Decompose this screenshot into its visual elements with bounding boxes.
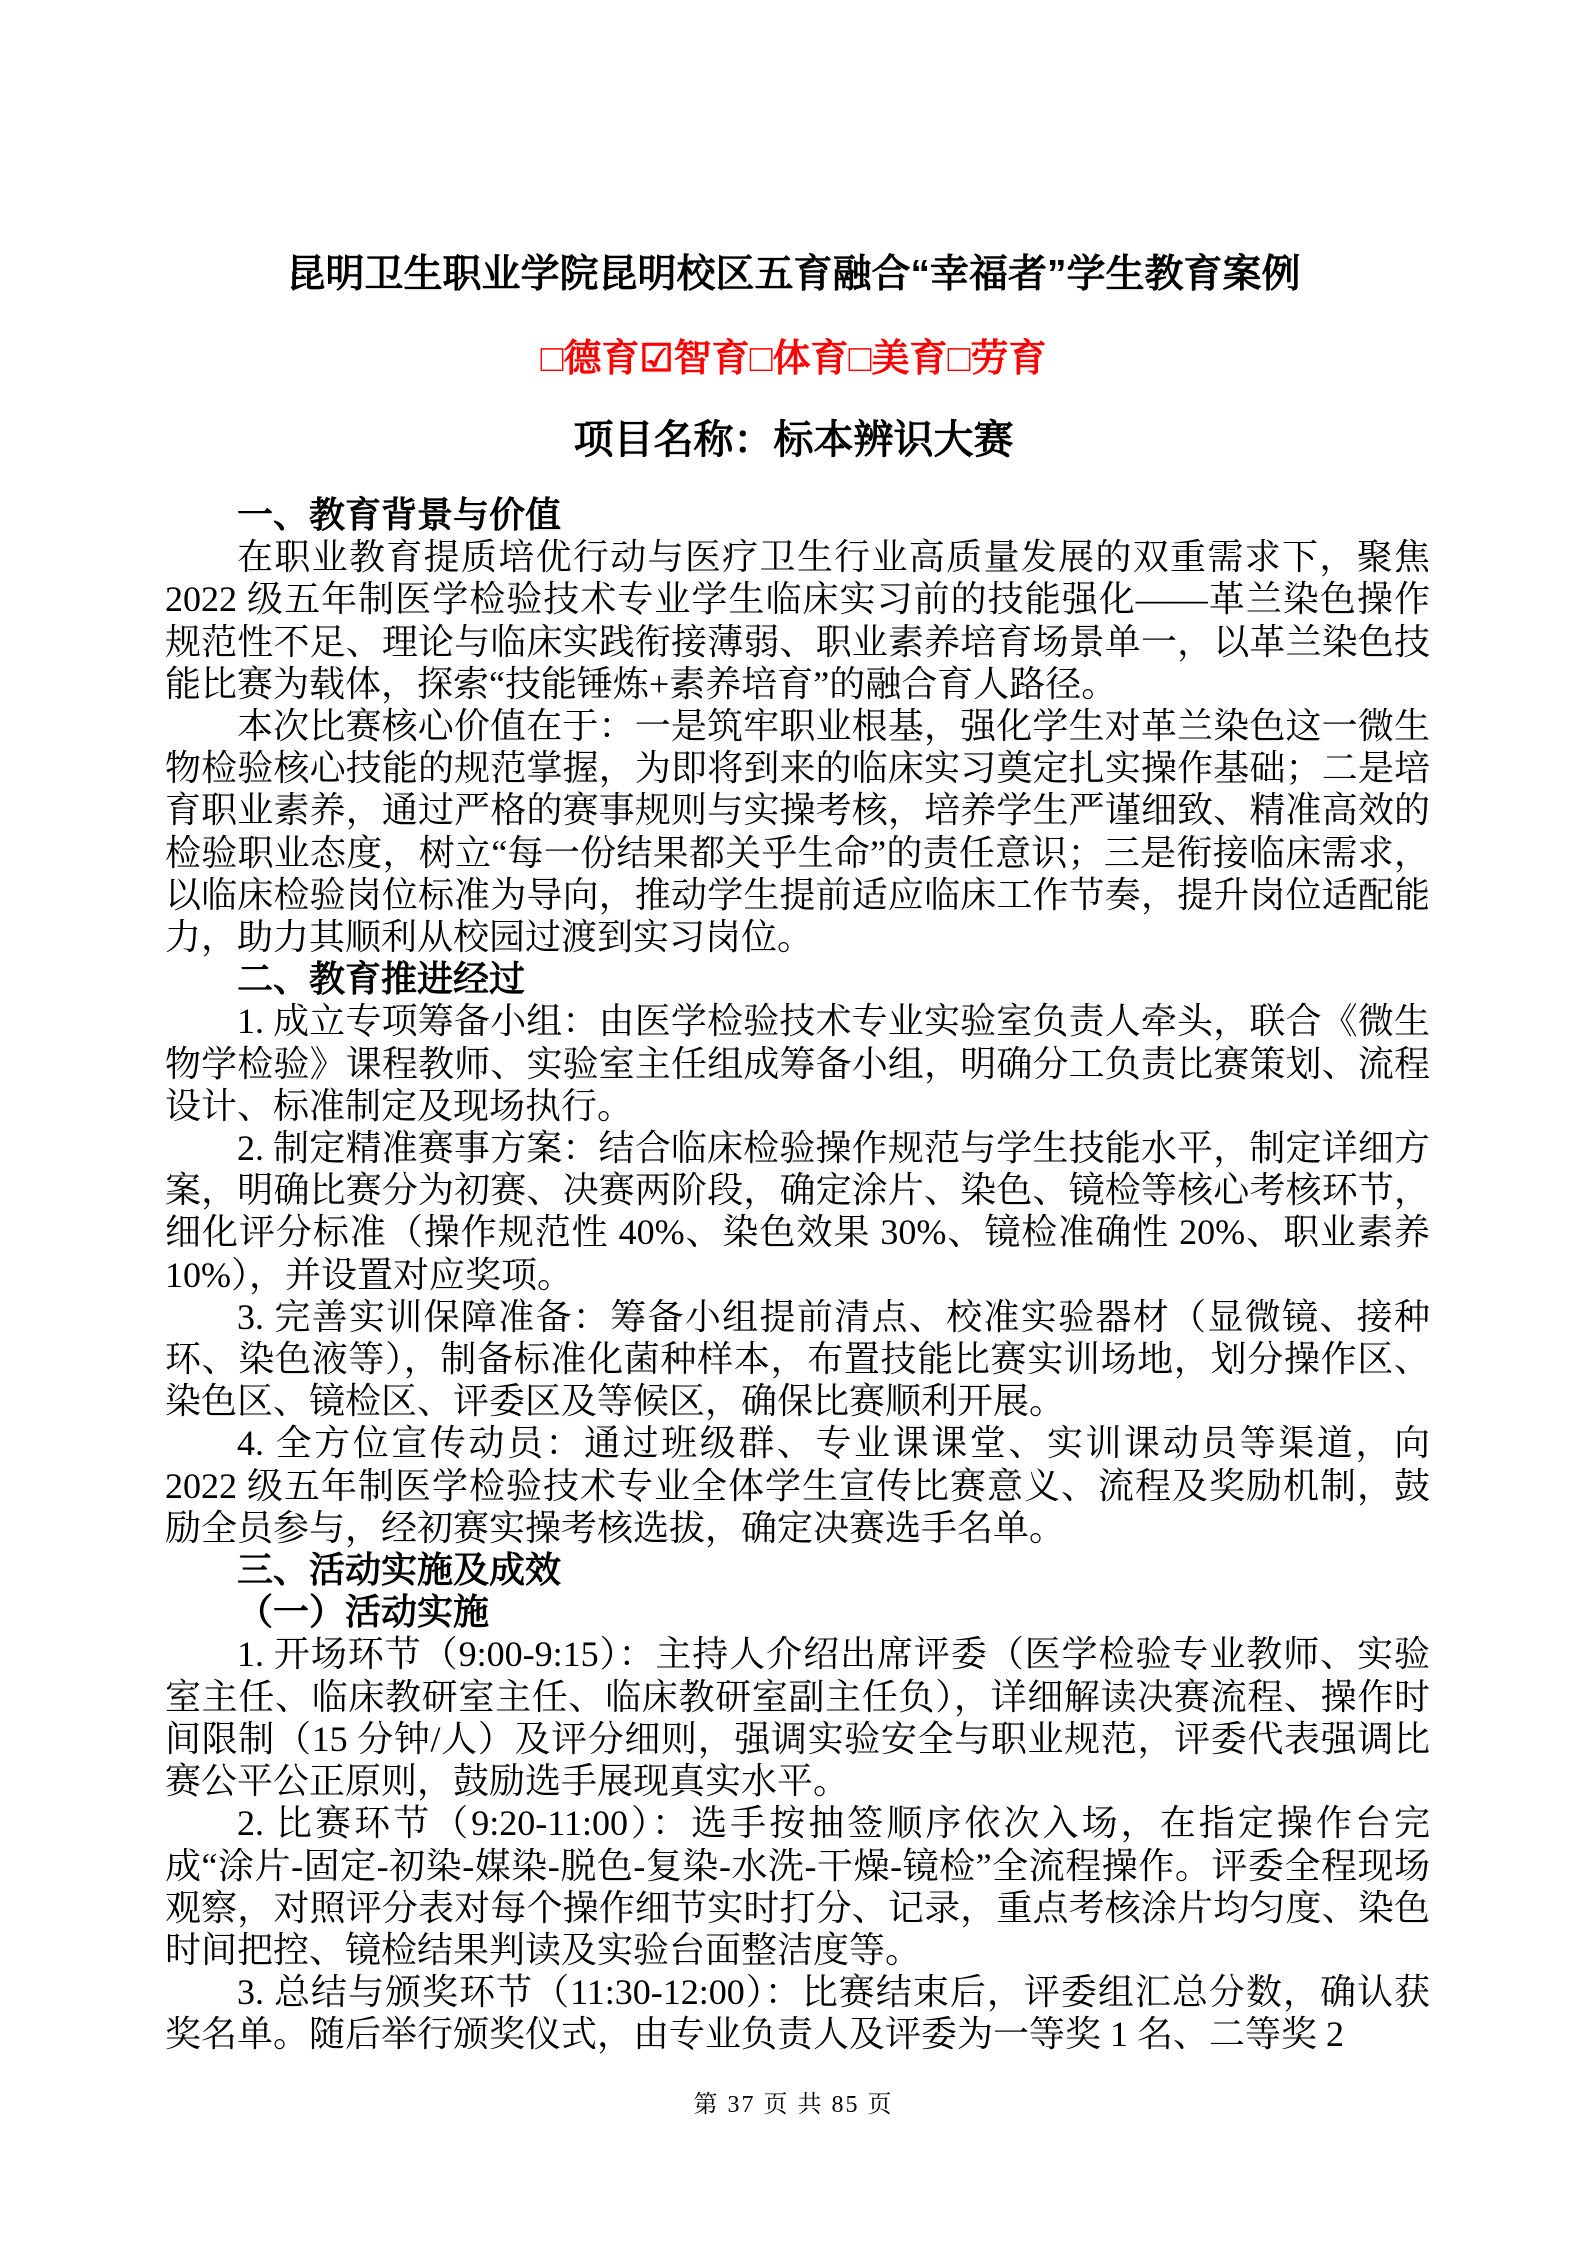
checkbox-item-zhiyu	[639, 338, 749, 380]
checkbox-unchecked-icon: □	[540, 338, 564, 380]
para-process-1: 1. 成立专项筹备小组：由医学检验技术专业实验室负责人牵头，联合《微生物学检验》课程教师、实验室主任组成筹备小组，明确分工负责比赛策划、流程设计、标准制定及现场执行。	[165, 1001, 1430, 1126]
doc-title: 昆明卫生职业学院昆明校区五育融合“幸福者”学生教育案例	[286, 253, 1301, 296]
checkbox-label-deyu: 德育	[563, 338, 640, 380]
checkbox-unchecked-icon: □	[947, 338, 971, 380]
page-number: 第 37 页 共 85 页	[693, 2092, 894, 2118]
checkbox-unchecked-icon: □	[848, 338, 872, 380]
para-process-4: 4. 全方位宣传动员：通过班级群、专业课课堂、实训课动员等渠道，向 2022 级五年制医学检验技术专业全体学生宣传比赛意义、流程及奖励机制，鼓励全员参与，经初赛实操考核选拔，确定决赛选手名单。	[165, 1423, 1430, 1548]
para-background-1: 在职业教育提质培优行动与医疗卫生行业高质量发展的双重需求下，聚焦 2022 级五年制医学检验技术专业学生临床实习前的技能强化——革兰染色操作规范性不足、理论与临床实践衔接薄弱、职业素养培育场景单一，以革兰染色技能比赛为载体，探索“技能锤炼+素养培育”的融合育人路径。	[165, 537, 1430, 704]
doc-body	[165, 494, 1430, 2056]
para-process-3: 3. 完善实训保障准备：筹备小组提前清点、校准实验器材（显微镜、接种环、染色液等），制备标准化菌种样本，布置技能比赛实训场地，划分操作区、染色区、镜检区、评委区及等候区，确保比赛顺利开展。	[165, 1296, 1430, 1422]
checkbox-item-meiyu	[849, 338, 948, 380]
checkbox-label-laoyu: 劳育	[970, 338, 1047, 380]
checkbox-label-tiyu: 体育	[772, 338, 849, 380]
para-implementation-1: 1. 开场环节（9:00-9:15）：主持人介绍出席评委（医学检验专业教师、实验室主任、临床教研室主任、临床教研室副主任负），详细解读决赛流程、操作时间限制（15 分钟/人）及评分细则，强调实验安全与职业规范，评委代表强调比赛公平公正原则，鼓励选手展现真实水平。	[165, 1634, 1430, 1802]
five-education-checkline	[0, 336, 1587, 382]
para-process-2: 2. 制定精准赛事方案：结合临床检验操作规范与学生技能水平，制定详细方案，明确比赛分为初赛、决赛两阶段，确定涂片、染色、镜检等核心考核环节，细化评分标准（操作规范性 40%、染色效果 30%、镜检准确性 20%、职业素养 10%），并设置对应奖项。	[165, 1128, 1430, 1295]
heading-promotion-process: 二、教育推进经过	[237, 959, 526, 1000]
checkbox-item-laoyu	[948, 338, 1047, 380]
checkbox-unchecked-icon: □	[749, 338, 773, 380]
para-implementation-3: 3. 总结与颁奖环节（11:30-12:00）：比赛结束后，评委组汇总分数，确认获奖名单。随后举行颁奖仪式，由专业负责人及评委为一等奖 1 名、二等奖 2	[165, 1972, 1430, 2055]
heading-background-value: 一、教育背景与价值	[237, 495, 562, 535]
subheading-implementation: （一）活动实施	[237, 1592, 490, 1633]
para-background-2: 本次比赛核心价值在于：一是筑牢职业根基，强化学生对革兰染色这一微生物检验核心技能的规范掌握，为即将到来的临床实习奠定扎实操作基础；二是培育职业素养，通过严格的赛事规则与实操考核，培养学生严谨细致、精准高效的检验职业态度，树立“每一份结果都关乎生命”的责任意识；三是衔接临床需求，以临床检验岗位标准为导向，推动学生提前适应临床工作节奏，提升岗位适配能力，助力其顺利从校园过渡到实习岗位。	[165, 706, 1430, 958]
checkbox-checked-icon: ☑	[639, 338, 674, 380]
checkbox-label-zhiyu: 智育	[673, 338, 750, 380]
checkbox-item-deyu	[541, 338, 640, 380]
heading-implementation-results: 三、活动实施及成效	[237, 1550, 562, 1591]
checkbox-item-tiyu	[750, 338, 849, 380]
para-implementation-2: 2. 比赛环节（9:20-11:00）：选手按抽签顺序依次入场，在指定操作台完成“涂片-固定-初染-媒染-脱色-复染-水洗-干燥-镜检”全流程操作。评委全程现场观察，对照评分表对每个操作细节实时打分、记录，重点考核涂片均匀度、染色时间把控、镜检结果判读及实验台面整洁度等。	[165, 1803, 1430, 1970]
checkbox-label-meiyu: 美育	[871, 338, 948, 380]
project-title: 项目名称：标本辨识大赛	[573, 418, 1014, 462]
